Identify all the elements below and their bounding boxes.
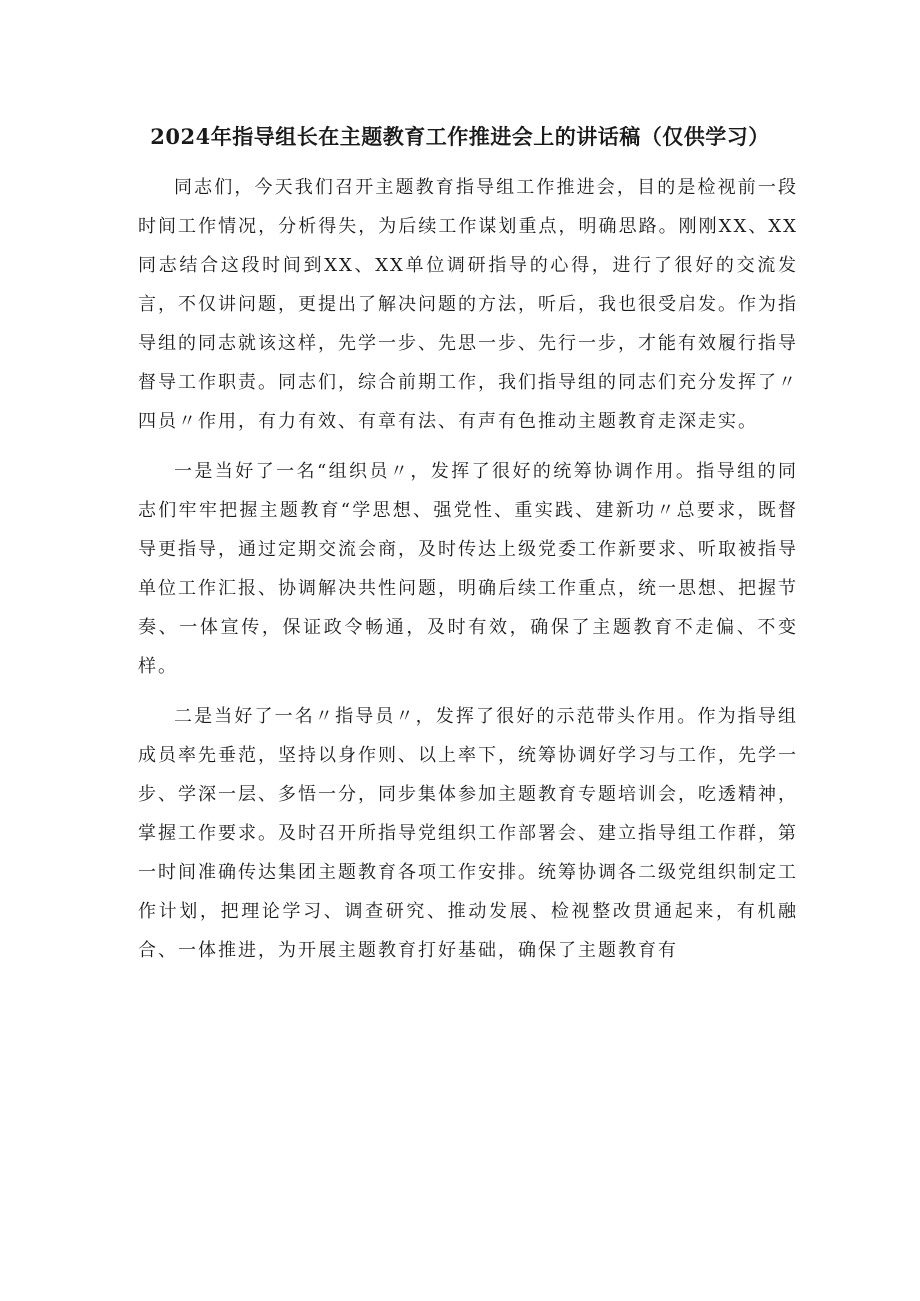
paragraph-point-one: 一是当好了一名“组织员〃，发挥了很好的统筹协调作用。指导组的同志们牢牢把握主题教育“学思想、强党性、重实践、建新功〃总要求，既督导更指导，通过定期交流会商，及时传达上级党委工作新要求、听取被指导单位工作汇报、协调解决共性问题，明确后续工作重点，统一思想、把握节奏、一体宣传，保证政令畅通，及时有效，确保了主题教育不走偏、不变样。 — [138, 461, 798, 677]
paragraph-opening: 同志们，今天我们召开主题教育指导组工作推进会，目的是检视前一段时间工作情况，分析得失，为后续工作谋划重点，明确思路。刚刚XX、XX同志结合这段时间到XX、XX单位调研指导的心得，进行了很好的交流发言，不仅讲问题，更提出了解决问题的方法，听后，我也很受启发。作为指导组的同志就该这样，先学一步、先思一步、先行一步，才能有效履行指导督导工作职责。同志们，综合前期工作，我们指导组的同志们充分发挥了〃四员〃作用，有力有效、有章有法、有声有色推动主题教育走深走实。 — [138, 177, 798, 432]
document-title: 2024年指导组长在主题教育工作推进会上的讲话稿（仅供学习） — [150, 124, 770, 149]
document-body — [138, 168, 798, 981]
paragraph-point-two: 二是当好了一名〃指导员〃，发挥了很好的示范带头作用。作为指导组成员率先垂范，坚持以身作则、以上率下，统筹协调好学习与工作，先学一步、学深一层、多悟一分，同步集体参加主题教育专题培训会，吃透精神，掌握工作要求。及时召开所指导党组织工作部署会、建立指导组工作群，第一时间准确传达集团主题教育各项工作安排。统筹协调各二级党组织制定工作计划，把理论学习、调查研究、推动发展、检视整改贯通起来，有机融合、一体推进，为开展主题教育打好基础，确保了主题教育有 — [138, 706, 798, 961]
